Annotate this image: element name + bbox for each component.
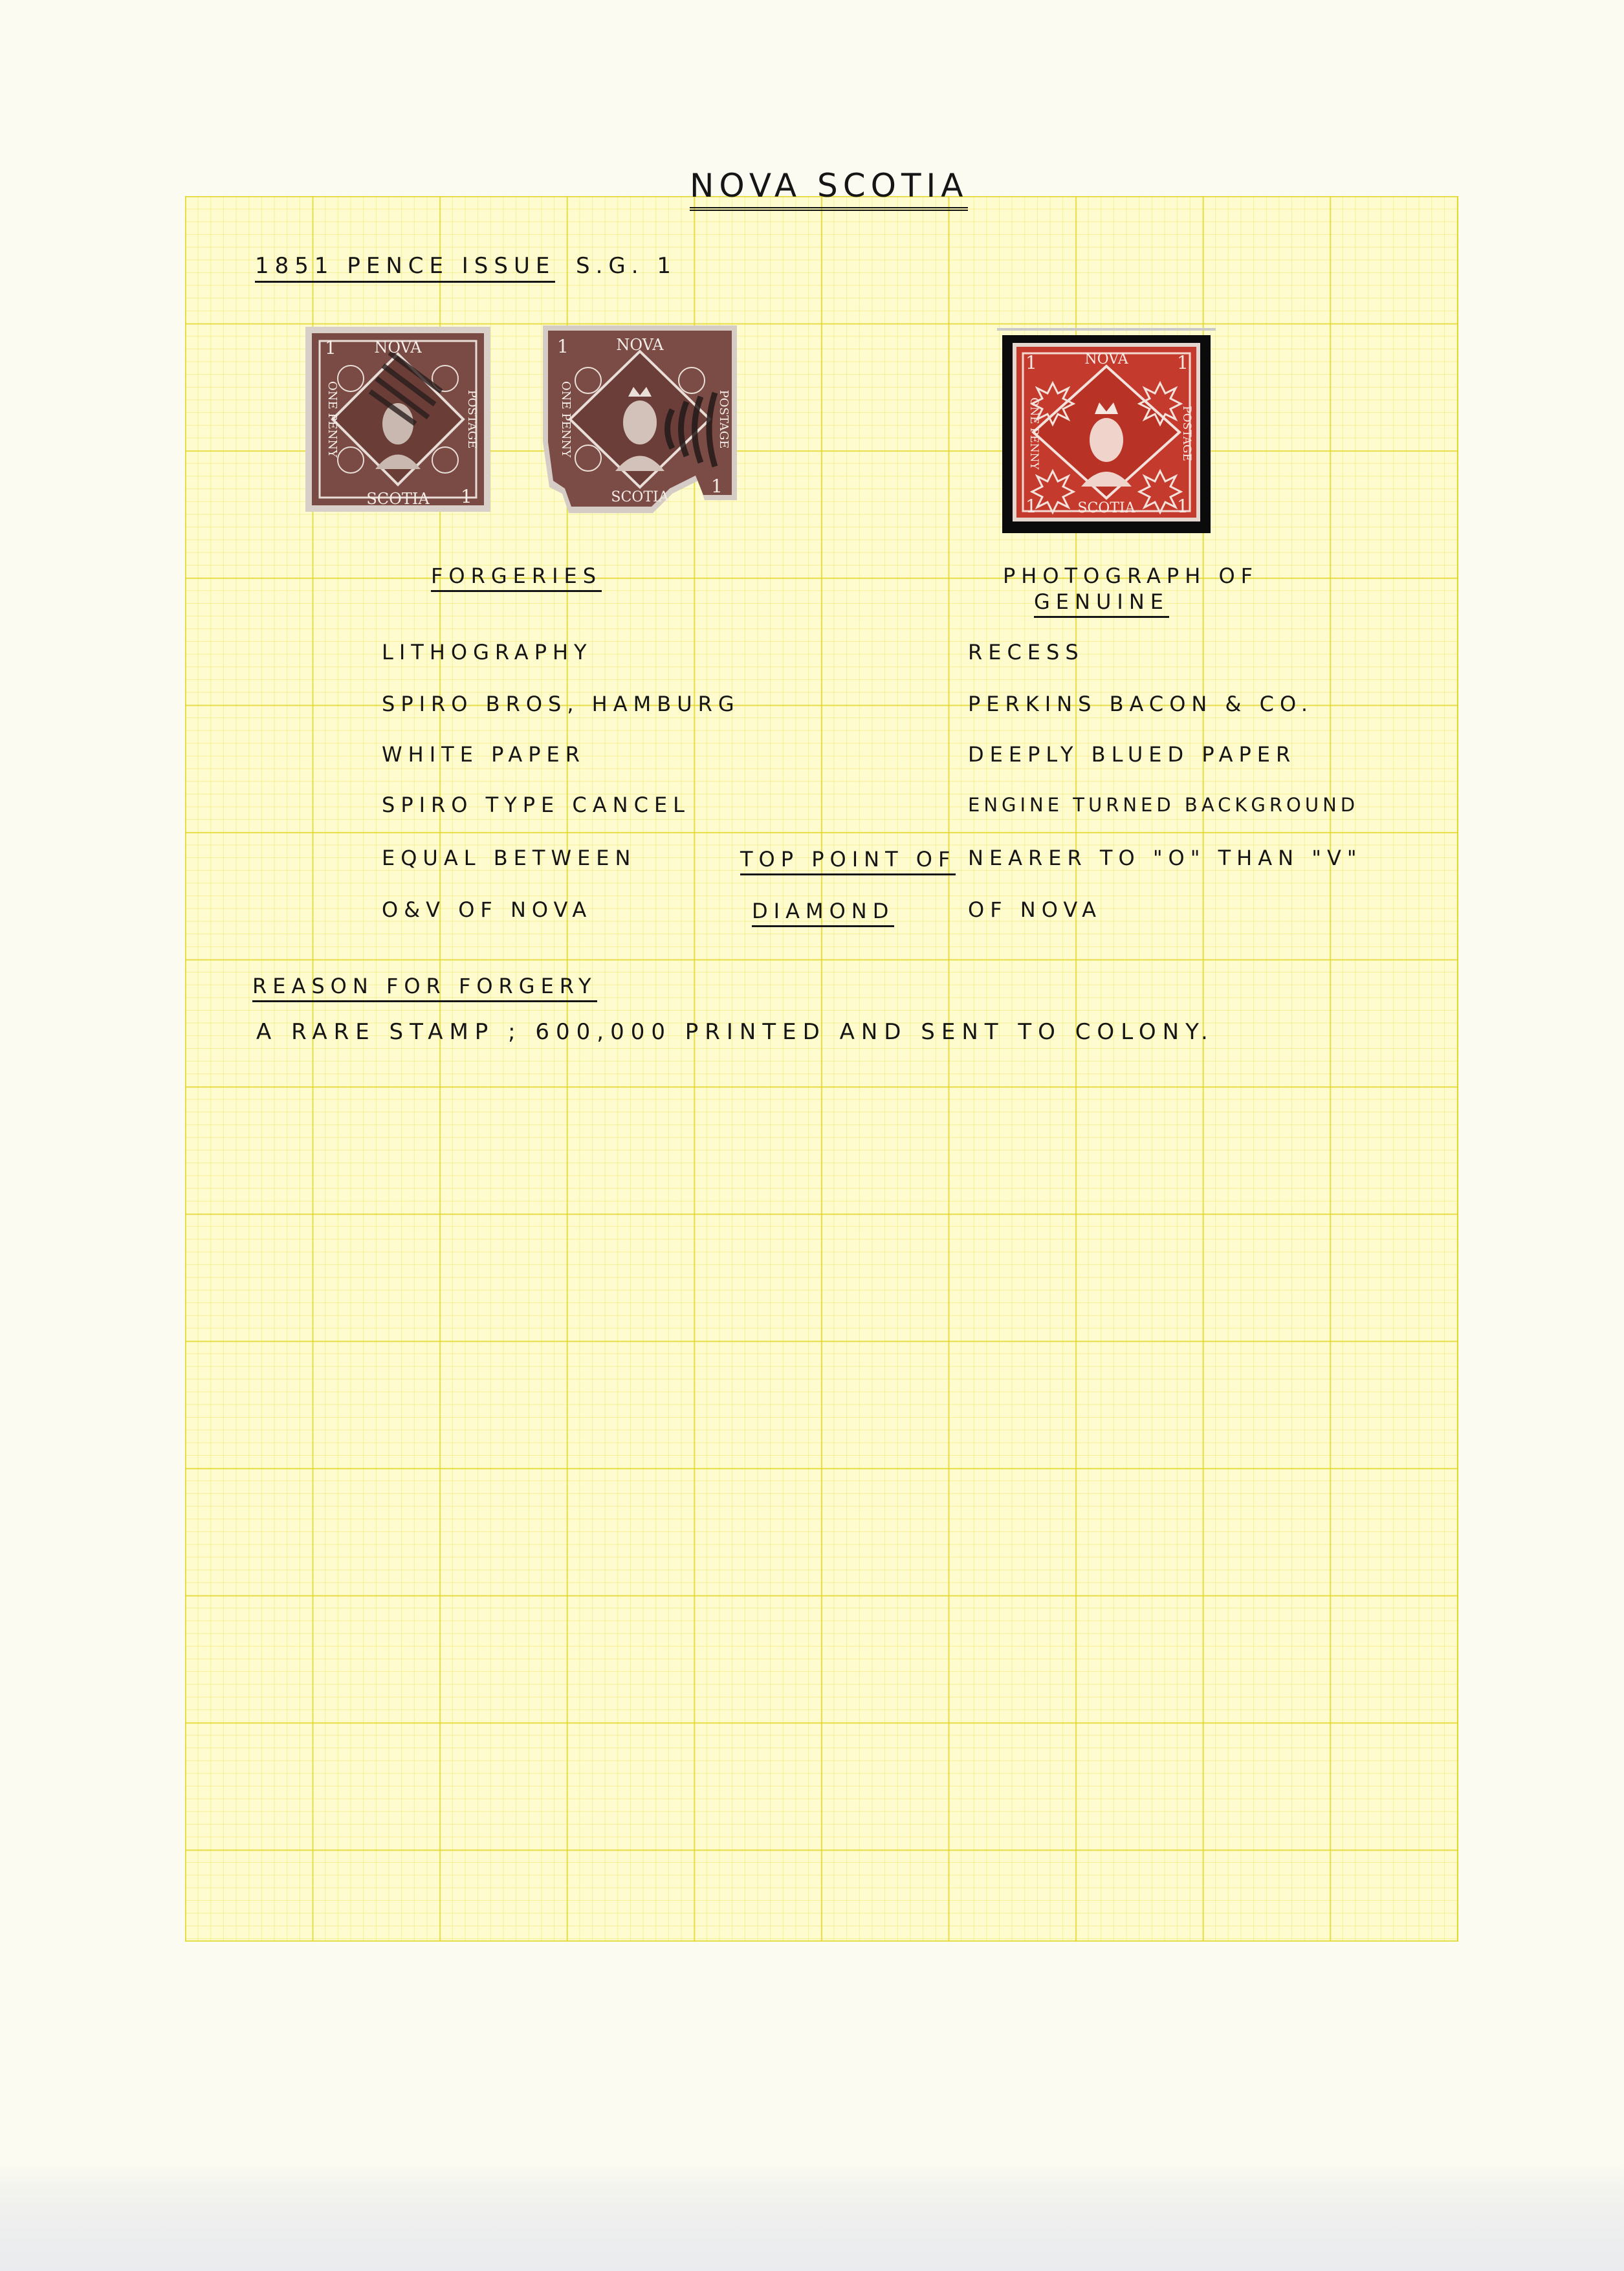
stamp-value-text: 1 bbox=[325, 337, 336, 358]
stamp-bottom-text: SCOTIA bbox=[366, 490, 430, 508]
photo-mount-edge bbox=[997, 328, 1216, 331]
stamp-value-text: 1 bbox=[1026, 352, 1037, 373]
stamp-top-text: NOVA bbox=[374, 338, 422, 357]
stamp-top-text: NOVA bbox=[616, 336, 664, 354]
stamp-bottom-text: SCOTIA bbox=[611, 489, 669, 505]
forgery-point-2: SPIRO BROS, HAMBURG bbox=[382, 692, 740, 716]
genuine-point-1: RECESS bbox=[968, 640, 1084, 664]
genuine-point-2: PERKINS BACON & CO. bbox=[968, 692, 1314, 716]
middle-note-line-2: DIAMOND bbox=[752, 901, 894, 927]
forgery-stamp-2 bbox=[543, 325, 737, 513]
stamp-value-text: 1 bbox=[461, 486, 472, 507]
stamp-top-text: NOVA bbox=[1084, 351, 1128, 368]
stamp-right-text: POSTAGE bbox=[717, 389, 730, 449]
genuine-heading-line-1: PHOTOGRAPH OF bbox=[1003, 564, 1259, 588]
issue-heading: 1851 PENCE ISSUE bbox=[255, 255, 555, 283]
forgery-point-3: WHITE PAPER bbox=[382, 742, 586, 767]
stamp-bottom-text: SCOTIA bbox=[1077, 500, 1136, 516]
stamp-left-text: ONE PENNY bbox=[1027, 397, 1040, 470]
genuine-point-5: NEARER TO "O" THAN "V" bbox=[968, 846, 1363, 870]
catalogue-reference: S.G. 1 bbox=[576, 253, 677, 279]
stamp-left-text: ONE PENNY bbox=[559, 380, 573, 458]
genuine-point-6: OF NOVA bbox=[968, 897, 1103, 922]
forgery-point-4: SPIRO TYPE CANCEL bbox=[382, 793, 690, 817]
forgery-stamp-1 bbox=[305, 327, 490, 512]
forgery-point-1: LITHOGRAPHY bbox=[382, 640, 593, 664]
stamp-right-text: POSTAGE bbox=[1180, 406, 1193, 461]
forgery-point-5: EQUAL BETWEEN bbox=[382, 846, 637, 870]
page-title: NOVA SCOTIA bbox=[690, 170, 968, 211]
genuine-point-3: DEEPLY BLUED PAPER bbox=[968, 742, 1297, 767]
forgery-point-6: O&V OF NOVA bbox=[382, 897, 593, 922]
genuine-point-4: ENGINE TURNED BACKGROUND bbox=[968, 794, 1359, 816]
stamp-value-text: 1 bbox=[1177, 496, 1189, 517]
reason-text: A RARE STAMP ; 600,000 PRINTED AND SENT TO COLONY. bbox=[256, 1019, 1214, 1045]
stamp-right-text: POSTAGE bbox=[465, 389, 479, 449]
forgeries-heading: FORGERIES bbox=[431, 565, 602, 592]
stamp-value-text: 1 bbox=[557, 336, 569, 357]
middle-note-line-1: TOP POINT OF bbox=[740, 849, 956, 875]
genuine-stamp-photo bbox=[1013, 343, 1200, 521]
stamp-left-text: ONE PENNY bbox=[325, 380, 339, 458]
stamp-value-text: 1 bbox=[1177, 352, 1189, 373]
stamp-value-text: 1 bbox=[1026, 496, 1037, 517]
reason-heading: REASON FOR FORGERY bbox=[252, 976, 597, 1002]
genuine-heading-line-2: GENUINE bbox=[1034, 591, 1169, 618]
stamp-value-text: 1 bbox=[711, 476, 723, 497]
